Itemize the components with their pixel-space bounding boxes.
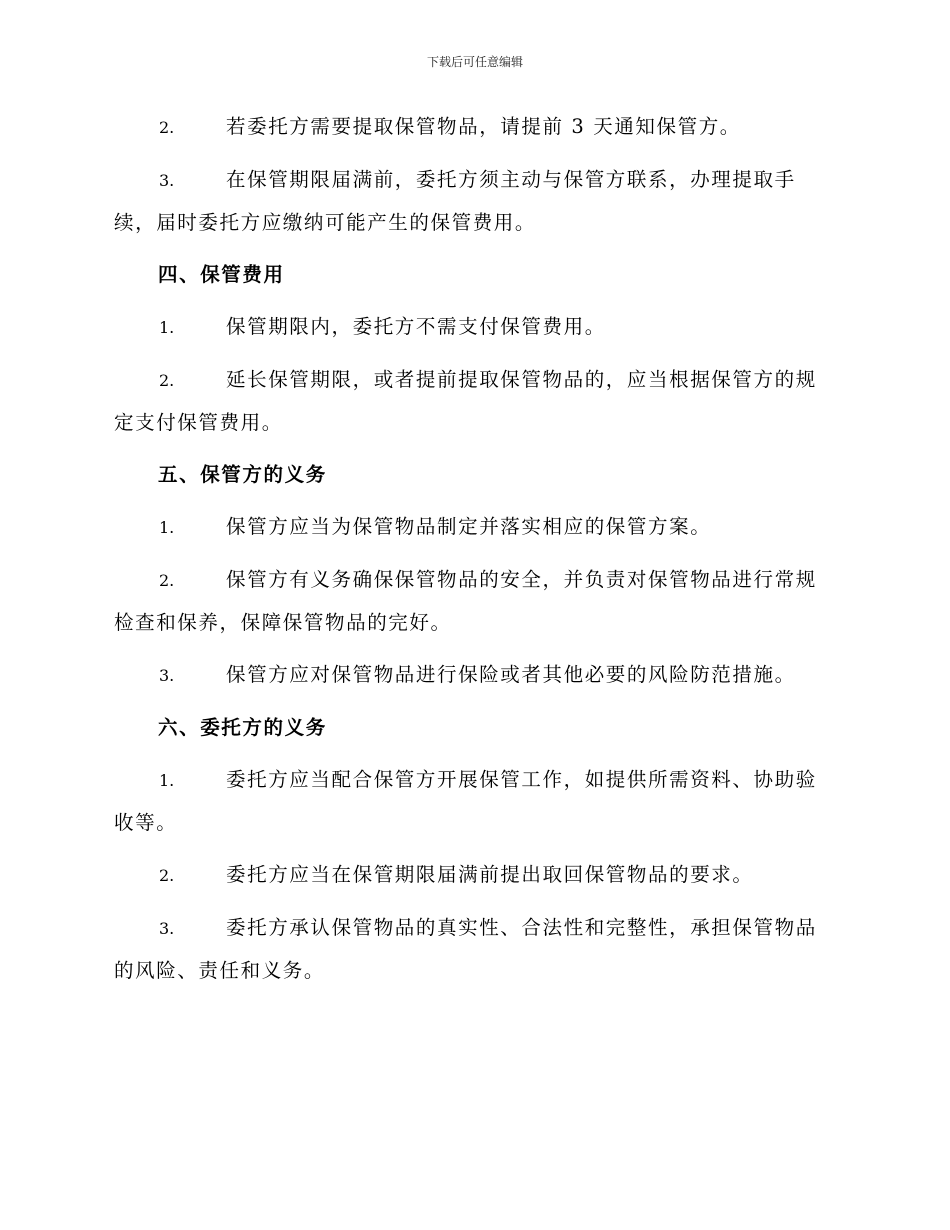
item-number: 3. [159, 919, 175, 938]
clause-3-3 [114, 159, 834, 244]
clause-6-3 [114, 907, 834, 992]
item-number: 1. [159, 518, 175, 537]
section-heading-fees: 四、保管费用 [158, 263, 285, 286]
item-number: 2. [159, 118, 175, 137]
item-text: 延长保管期限，或者提前提取保管物品的，应当根据保管方的规定支付保管费用。 [114, 368, 817, 434]
item-text: 保管方应当为保管物品制定并落实相应的保管方案。 [226, 515, 712, 538]
item-number: 1. [159, 771, 175, 790]
clause-4-1 [114, 306, 834, 349]
item-text: 保管期限内，委托方不需支付保管费用。 [226, 315, 606, 338]
item-number: 3. [159, 171, 175, 190]
clause-6-1 [114, 759, 834, 844]
item-text: 保管方应对保管物品进行保险或者其他必要的风险防范措施。 [226, 663, 796, 686]
item-text: 委托方应当在保管期限届满前提出取回保管物品的要求。 [226, 863, 754, 886]
item-number: 3. [159, 666, 175, 685]
clause-5-2 [114, 559, 834, 644]
item-number: 2. [159, 371, 175, 390]
item-number: 2. [159, 866, 175, 885]
clause-6-2 [114, 854, 834, 897]
item-text: 委托方承认保管物品的真实性、合法性和完整性，承担保管物品的风险、责任和义务。 [114, 916, 817, 982]
clause-5-3 [114, 654, 834, 697]
item-number: 1. [159, 318, 175, 337]
clause-5-1 [114, 506, 834, 549]
clause-3-2 [114, 106, 834, 149]
clause-4-2 [114, 359, 834, 444]
item-text: 若委托方需要提取保管物品，请提前 3 天通知保管方。 [226, 115, 741, 138]
item-text: 委托方应当配合保管方开展保管工作，如提供所需资料、协助验收等。 [114, 768, 817, 834]
document-body [114, 106, 834, 1002]
item-text: 保管方有义务确保保管物品的安全，并负责对保管物品进行常规检查和保养，保障保管物品的完好。 [114, 568, 817, 634]
page-header: 下载后可任意编辑 [426, 55, 523, 69]
section-heading-client-duties: 六、委托方的义务 [158, 716, 327, 739]
item-text: 在保管期限届满前，委托方须主动与保管方联系，办理提取手续，届时委托方应缴纳可能产生的保管费用。 [114, 168, 796, 234]
item-number: 2. [159, 571, 175, 590]
section-heading-custodian-duties: 五、保管方的义务 [158, 463, 327, 486]
